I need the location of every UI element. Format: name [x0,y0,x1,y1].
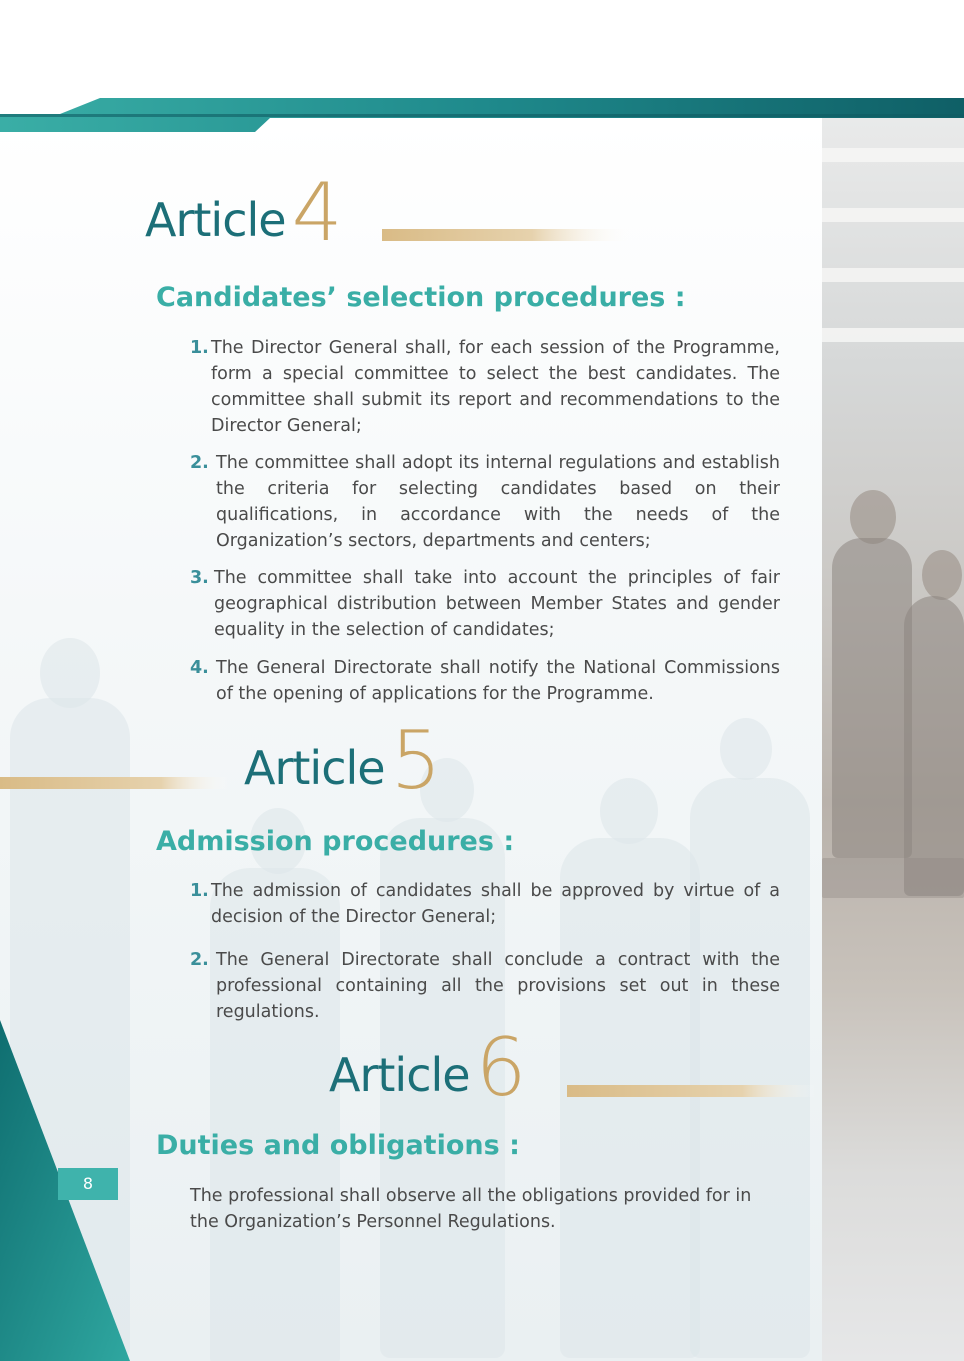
list-item: 2. The committee shall adopt its internal regulations and establish the criteria for selecting candidates based on their qualifications, in accordance with the needs of the Organization’s sectors, departments and centers; [190,453,780,551]
office-photo [822,118,964,1361]
list-item: 4. The General Directorate shall notify the National Commissions of the opening of applications for the Programme. [190,658,780,704]
list-item: 1. The admission of candidates shall be approved by virtue of a decision of the Director General; [190,881,780,927]
article-number: 4 [291,166,343,259]
page-number: 8 [58,1168,118,1200]
section-title-candidates: Candidates’ selection procedures : [156,282,686,313]
article-word: Article [244,741,385,795]
duties-paragraph: The professional shall observe all the obligations provided for in the Organization’s Personnel Regulations. [190,1186,752,1232]
header-bar [0,98,964,132]
article-6-heading [329,1021,526,1114]
list-item: 3. The committee shall take into account the principles of fair geographical distribution between Member States and gender equality in the selection of candidates; [190,568,780,640]
gold-divider [567,1085,817,1097]
article-number: 5 [390,714,442,807]
article-word: Article [329,1048,470,1102]
article-word: Article [145,193,286,247]
section-title-duties: Duties and obligations : [156,1130,520,1161]
section-title-admission: Admission procedures : [156,826,515,857]
article-5-heading [244,714,441,807]
article-number: 6 [475,1021,527,1114]
list-item: 2. The General Directorate shall conclude a contract with the professional containing all the provisions set out in these regulations. [190,950,780,1022]
list-item: 1. The Director General shall, for each session of the Programme, form a special committee to select the best candidates. The committee shall submit its report and recommendations to the Director General; [190,338,780,436]
gold-divider [0,777,230,789]
article-4-heading [145,166,342,259]
gold-divider [382,229,632,241]
